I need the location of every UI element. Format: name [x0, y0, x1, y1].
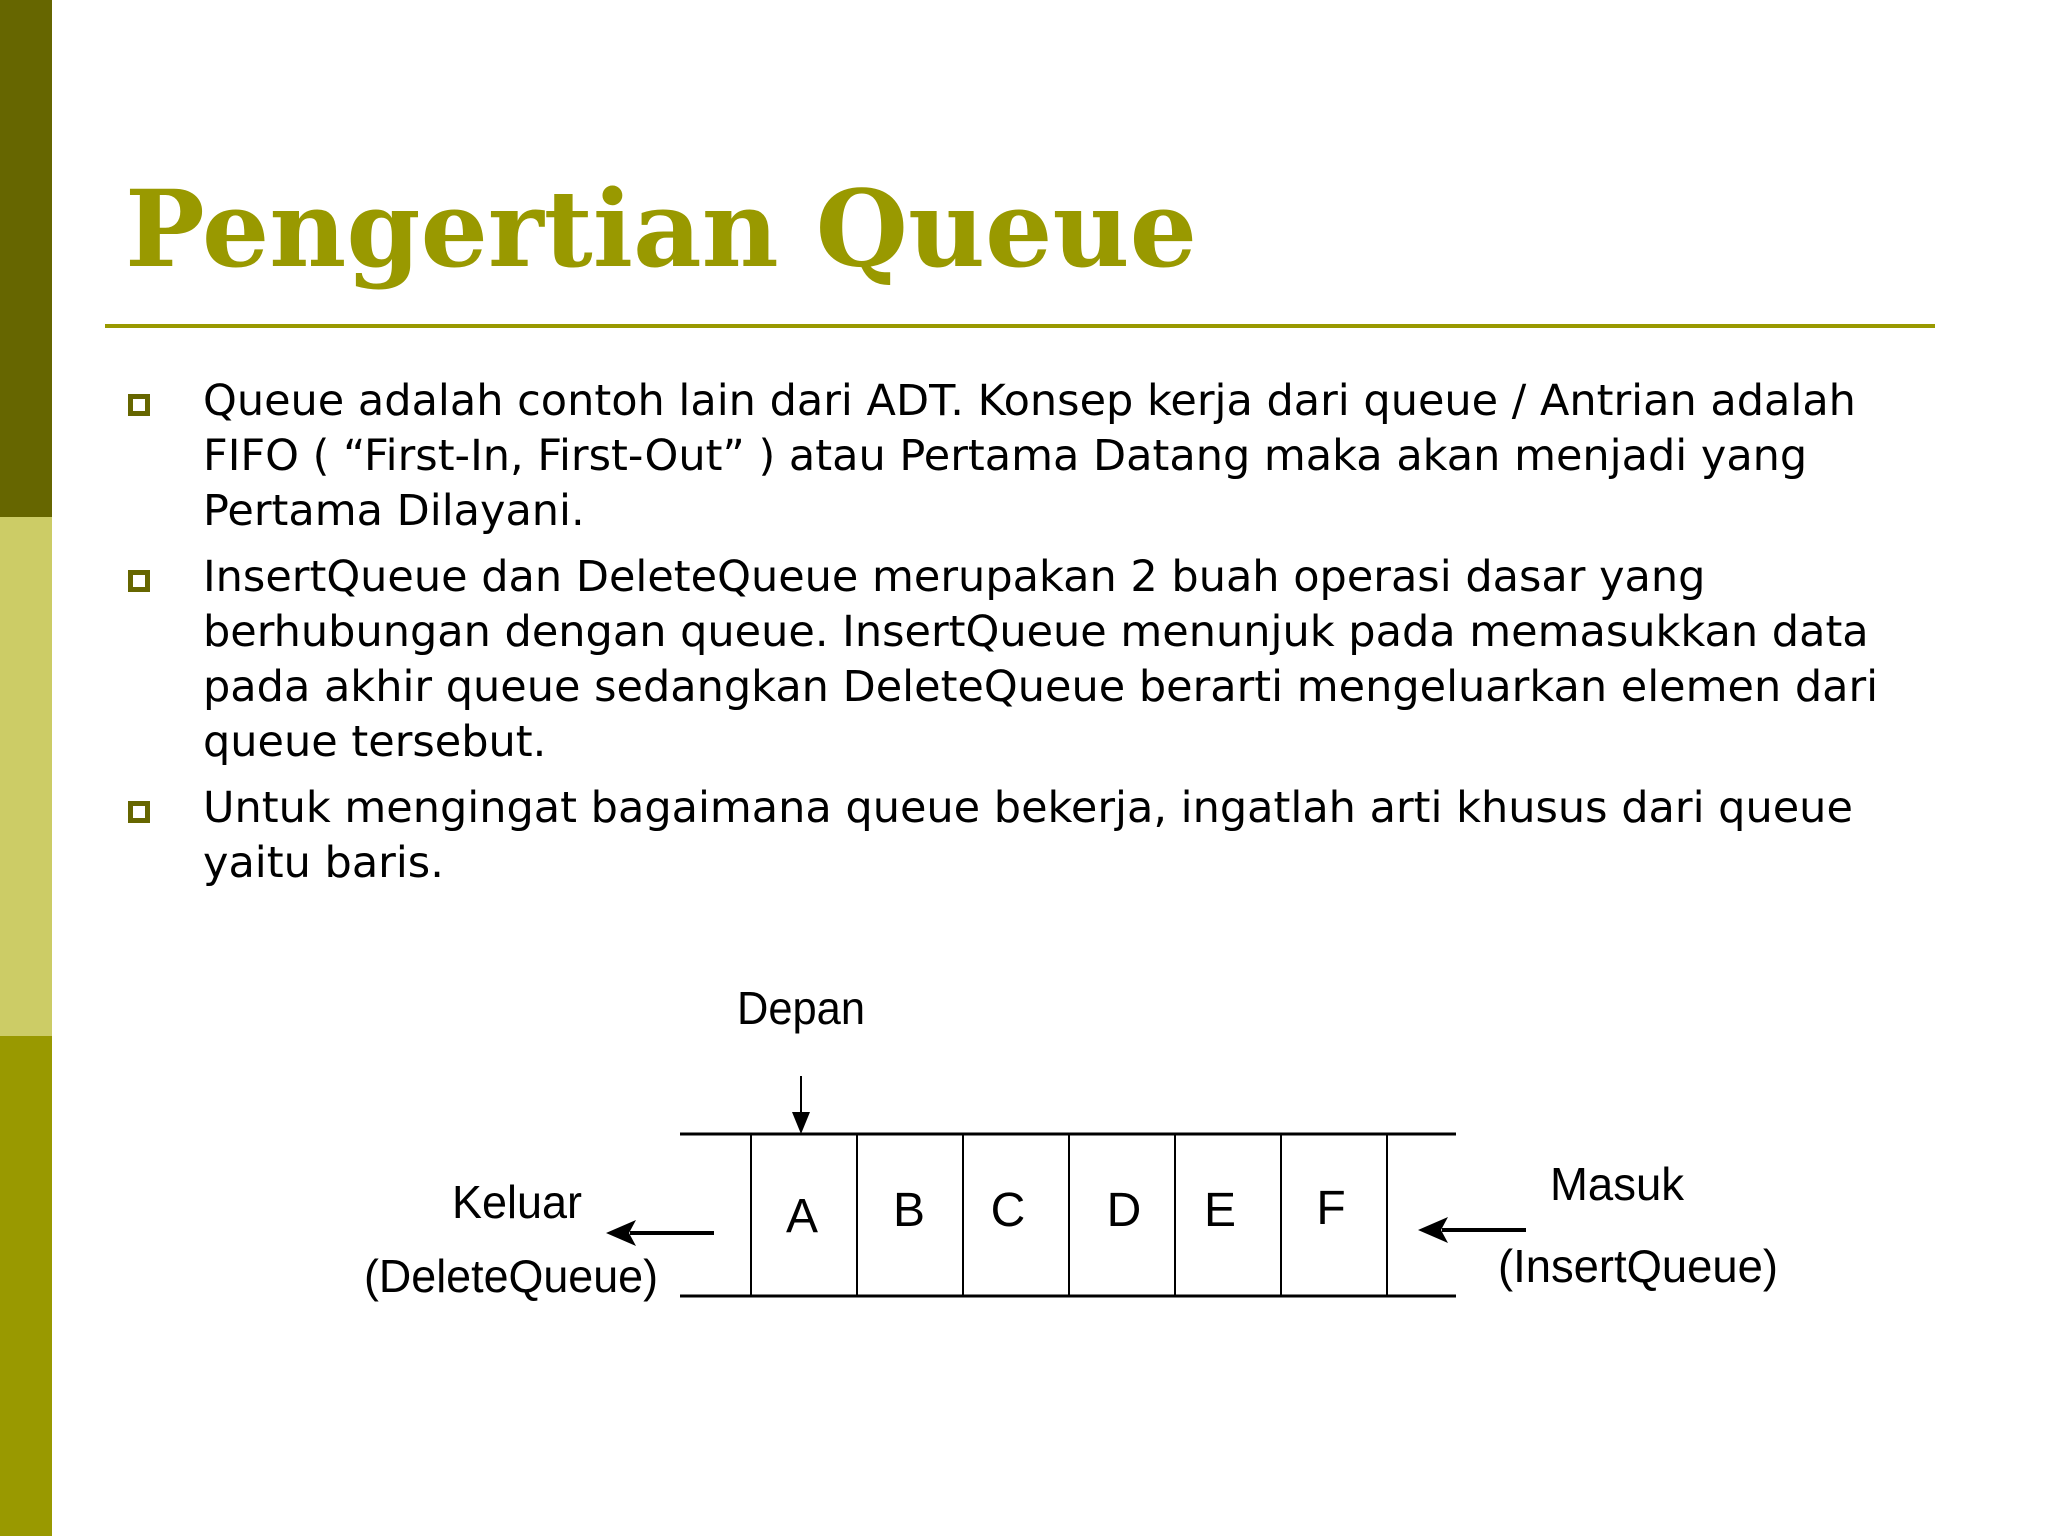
bullet-item	[120, 374, 1920, 539]
queue-cells	[680, 1134, 1456, 1296]
arrow-left-icon	[1418, 1217, 1526, 1243]
bullet-text: Queue adalah contoh lain dari ADT. Konsep kerja dari queue / Antrian adalah FIFO ( “First-In, First-Out” ) atau Pertama Datang maka akan menjadi yang Pertama Dilayani.	[203, 376, 1856, 536]
queue-cell-b: B	[892, 1184, 926, 1237]
bullet-text: Untuk mengingat bagaimana queue bekerja, ingatlah arti khusus dari queue yaitu baris.	[203, 783, 1853, 888]
out-operation: (DeleteQueue)	[364, 1250, 658, 1302]
hollow-square-icon	[128, 394, 150, 416]
bullet-item	[120, 781, 1920, 891]
bullet-text: InsertQueue dan DeleteQueue merupakan 2 buah operasi dasar yang berhubungan dengan queue. InsertQueue menunjuk pada memasukkan data pada akhir queue sedangkan DeleteQueue berarti mengeluarkan elemen dari queue tersebut.	[203, 552, 1879, 767]
title-underline	[105, 324, 1935, 328]
hollow-square-icon	[128, 570, 150, 592]
queue-cell-c: C	[990, 1184, 1026, 1237]
in-label: Masuk	[1550, 1158, 1685, 1210]
in-operation: (InsertQueue)	[1498, 1240, 1778, 1292]
sidebar-segment-dark	[0, 0, 52, 517]
bullet-list	[120, 374, 1920, 902]
slide-title: Pengertian Queue	[125, 166, 1198, 291]
hollow-square-icon	[128, 801, 150, 823]
queue-cell-a: A	[785, 1190, 819, 1243]
front-label: Depan	[737, 982, 865, 1034]
queue-cell-e: E	[1203, 1184, 1237, 1237]
sidebar-segment-olive	[0, 1036, 52, 1536]
bullet-item	[120, 550, 1920, 770]
out-label: Keluar	[452, 1176, 582, 1228]
queue-cell-f: F	[1316, 1182, 1346, 1235]
sidebar-accent-bar	[0, 0, 52, 1536]
arrow-down-icon	[792, 1076, 810, 1134]
queue-cell-d: D	[1106, 1184, 1142, 1237]
sidebar-segment-light	[0, 517, 52, 1036]
arrow-left-icon	[606, 1220, 714, 1246]
